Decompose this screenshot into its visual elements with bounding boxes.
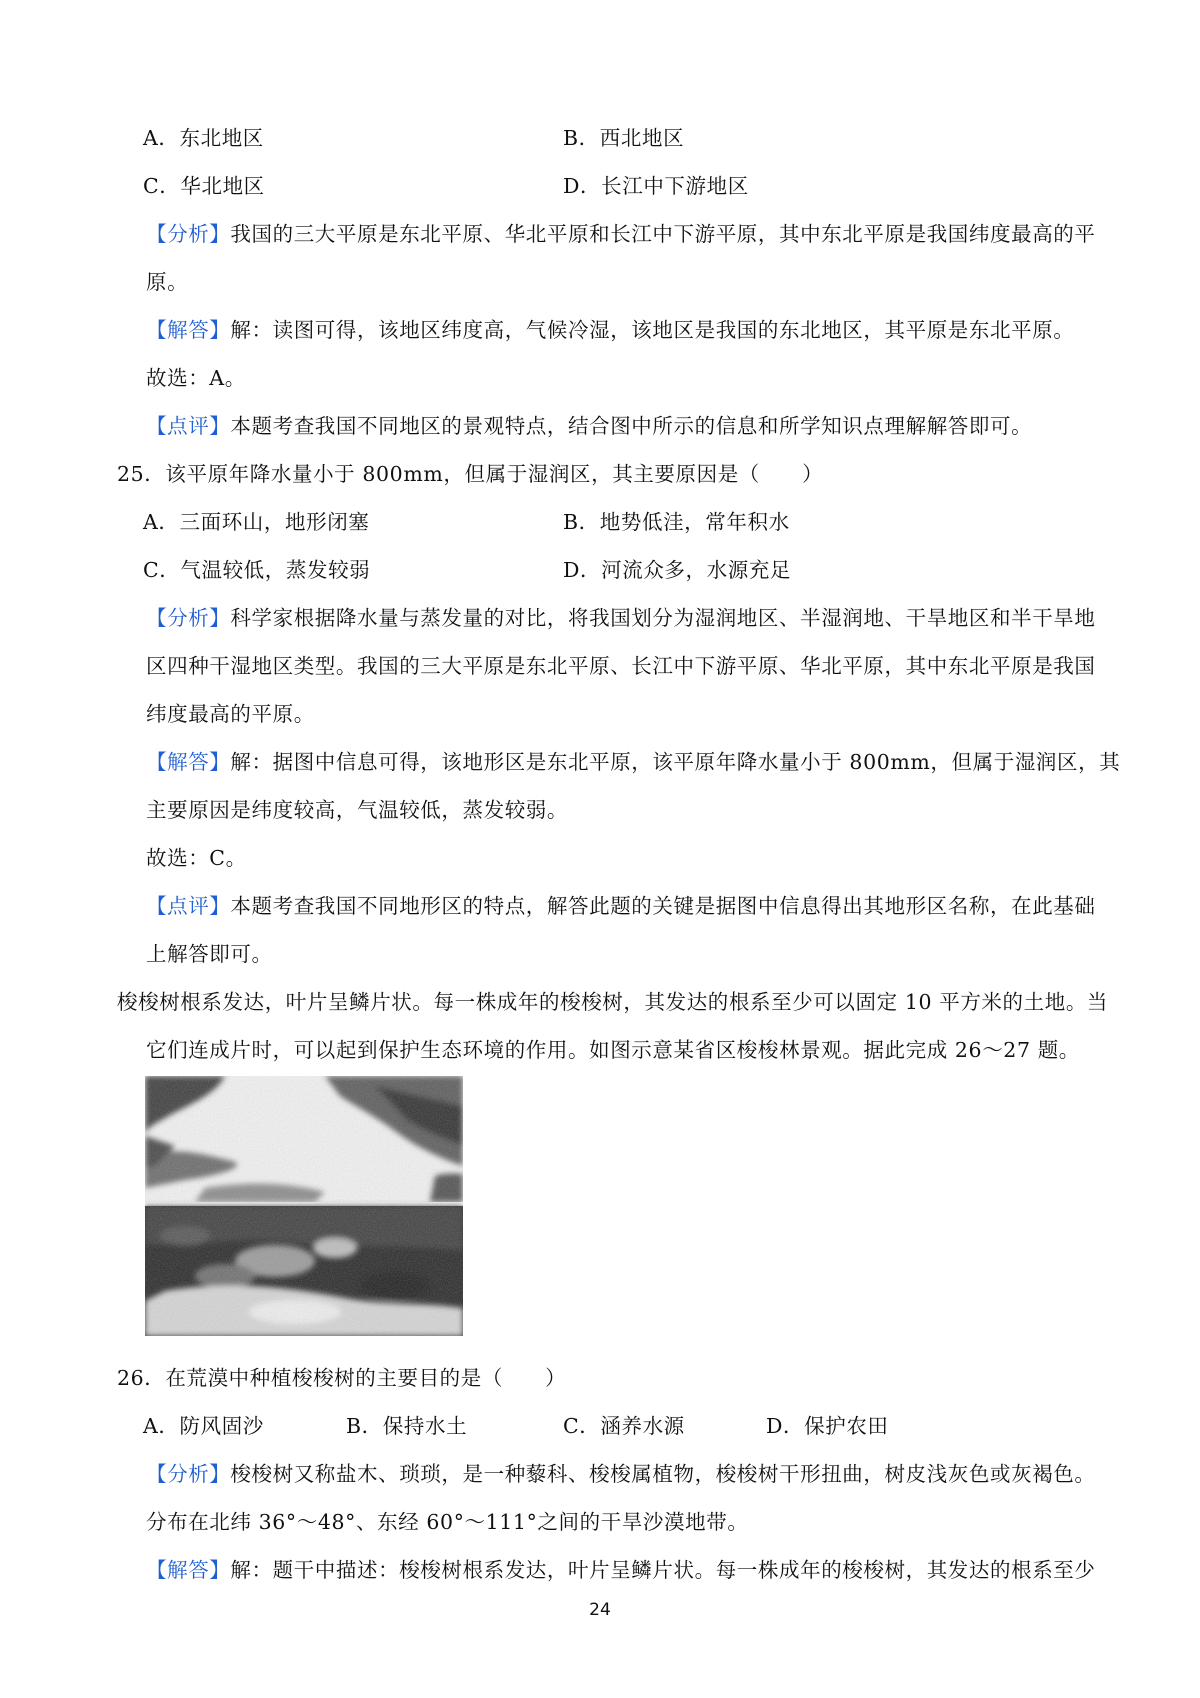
- q25-stem: 25．该平原年降水量小于 800mm，但属于湿润区，其主要原因是（ ）: [117, 462, 824, 486]
- passage-intro: 梭梭树根系发达，叶片呈鳞片状。每一株成年的梭梭树，其发达的根系至少可以固定 10 平方米的土地。当: [117, 990, 1109, 1014]
- q25-analysis-cont: 区四种干湿地区类型。我国的三大平原是东北平原、长江中下游平原、华北平原，其中东北平原是我国: [146, 654, 1096, 678]
- q24-comment: [146, 412, 1032, 440]
- page-number: 24: [589, 1600, 611, 1620]
- answer-tag: 【解答】: [146, 750, 231, 774]
- q26-option-d: D．保护农田: [766, 1414, 889, 1438]
- q26-stem: 26．在荒漠中种植梭梭树的主要目的是（ ）: [117, 1366, 567, 1390]
- q25-analysis-cont: 纬度最高的平原。: [146, 702, 315, 726]
- q24-analysis-cont: 原。: [146, 270, 189, 294]
- q26-option-a: A．防风固沙: [143, 1414, 264, 1438]
- q24-option-a: A．东北地区: [143, 126, 264, 150]
- comment-tag: 【点评】: [146, 414, 231, 438]
- q24-option-d: D．长江中下游地区: [563, 174, 749, 198]
- analysis-text: 梭梭树又称盐木、琐琐，是一种藜科、梭梭属植物，梭梭树干形扭曲，树皮浅灰色或灰褐色。: [230, 1462, 1096, 1486]
- q25-comment-cont: 上解答即可。: [146, 942, 273, 966]
- q25-option-c: C．气温较低，蒸发较弱: [143, 558, 371, 582]
- q25-option-d: D．河流众多，水源充足: [563, 558, 792, 582]
- answer-tag: 【解答】: [146, 318, 231, 342]
- q26-option-c: C．涵养水源: [563, 1414, 685, 1438]
- q24-option-c: C．华北地区: [143, 174, 265, 198]
- saxaul-forest-photo: [145, 1076, 463, 1336]
- analysis-tag: 【分析】: [146, 1462, 231, 1486]
- comment-tag: 【点评】: [146, 894, 231, 918]
- q24-choice: 故选：A。: [146, 366, 246, 390]
- q25-answer-cont: 主要原因是纬度较高，气温较低，蒸发较弱。: [146, 798, 568, 822]
- q24-answer: [146, 316, 1074, 344]
- q24-option-b: B．西北地区: [563, 126, 685, 150]
- analysis-text: 我国的三大平原是东北平原、华北平原和长江中下游平原，其中东北平原是我国纬度最高的平: [230, 222, 1096, 246]
- q25-choice: 故选：C。: [146, 846, 247, 870]
- q25-analysis: [146, 604, 1096, 632]
- q26-analysis-cont: 分布在北纬 36°～48°、东经 60°～111°之间的干旱沙漠地带。: [146, 1510, 749, 1534]
- answer-text: 解：题干中描述：梭梭树根系发达，叶片呈鳞片状。每一株成年的梭梭树，其发达的根系至少: [230, 1558, 1096, 1582]
- analysis-text: 科学家根据降水量与蒸发量的对比，将我国划分为湿润地区、半湿润地、干旱地区和半干旱地: [230, 606, 1096, 630]
- comment-text: 本题考查我国不同地区的景观特点，结合图中所示的信息和所学知识点理解解答即可。: [230, 414, 1033, 438]
- analysis-tag: 【分析】: [146, 222, 231, 246]
- answer-tag: 【解答】: [146, 1558, 231, 1582]
- q25-option-b: B．地势低洼，常年积水: [563, 510, 790, 534]
- q26-analysis: [146, 1460, 1096, 1488]
- q25-option-a: A．三面环山，地形闭塞: [143, 510, 370, 534]
- answer-text: 解：读图可得，该地区纬度高，气候冷湿，该地区是我国的东北地区，其平原是东北平原。: [230, 318, 1075, 342]
- answer-text: 解：据图中信息可得，该地形区是东北平原，该平原年降水量小于 800mm，但属于湿润区，其: [230, 750, 1121, 774]
- q25-comment: [146, 892, 1096, 920]
- q25-answer: [146, 748, 1120, 776]
- q26-option-b: B．保持水土: [346, 1414, 468, 1438]
- q24-analysis: [146, 220, 1096, 248]
- comment-text: 本题考查我国不同地形区的特点，解答此题的关键是据图中信息得出其地形区名称，在此基础: [230, 894, 1096, 918]
- analysis-tag: 【分析】: [146, 606, 231, 630]
- q26-answer: [146, 1556, 1096, 1584]
- passage-intro-cont: 它们连成片时，可以起到保护生态环境的作用。如图示意某省区梭梭林景观。据此完成 26～27 题。: [146, 1038, 1080, 1062]
